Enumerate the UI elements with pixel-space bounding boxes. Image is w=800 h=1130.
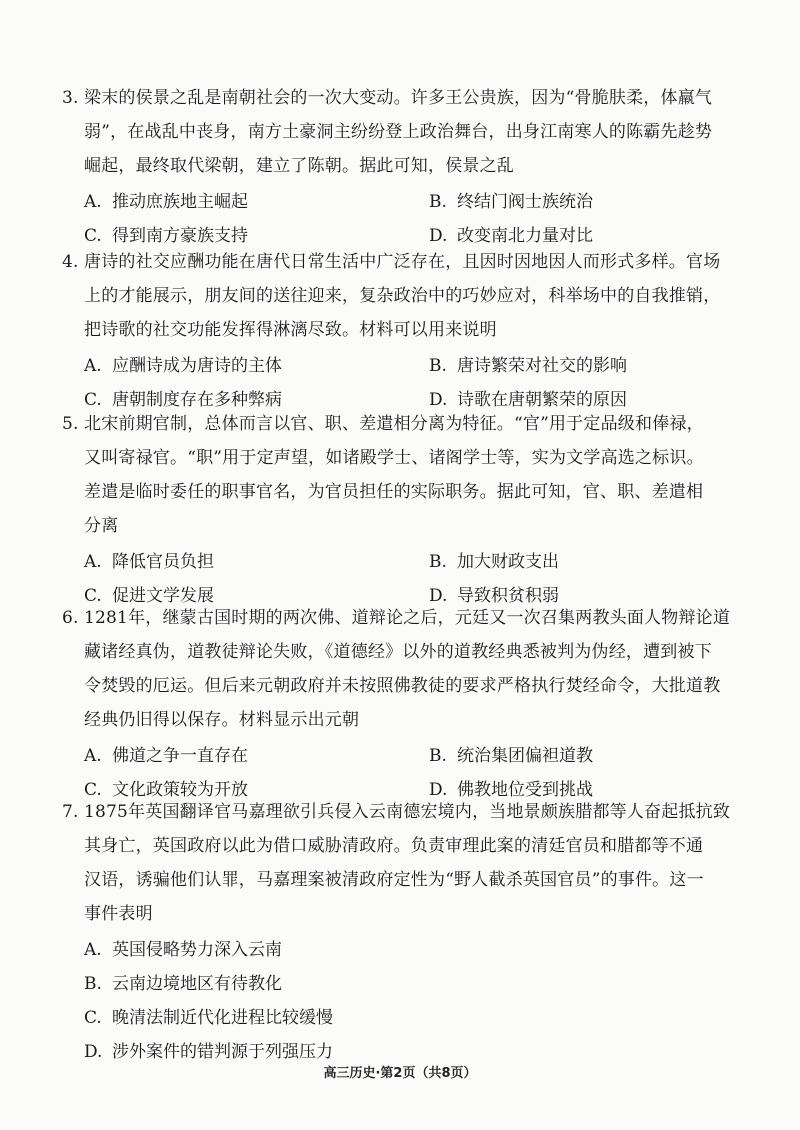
option-letter: B. <box>429 746 447 766</box>
option-a[interactable] <box>62 933 282 967</box>
question-number: 4. <box>62 252 79 272</box>
option-a[interactable] <box>62 545 407 579</box>
option-letter: A. <box>84 746 102 766</box>
option-text: 唐朝制度存在多种弊病 <box>112 390 282 410</box>
option-letter: C. <box>84 780 102 800</box>
option-text: 佛道之争一直存在 <box>112 746 248 766</box>
question-7-stem <box>62 795 752 931</box>
option-letter: C. <box>84 1008 102 1028</box>
option-b[interactable] <box>407 545 752 579</box>
question-4-stem <box>62 245 752 347</box>
option-text: 涉外案件的错判源于列强压力 <box>112 1042 333 1062</box>
option-letter: C. <box>84 226 102 246</box>
option-letter: B. <box>429 356 447 376</box>
question-5 <box>62 407 752 613</box>
option-text: 改变南北力量对比 <box>457 226 593 246</box>
question-7 <box>62 795 752 1069</box>
option-b[interactable] <box>407 739 752 773</box>
option-letter: A. <box>84 940 102 960</box>
option-text: 推动庶族地主崛起 <box>112 192 248 212</box>
option-text: 终结门阀士族统治 <box>457 192 593 212</box>
question-3-options <box>62 185 752 253</box>
stem-line: 差遣是临时委任的职事官名，为官员担任的实际职务。据此可知，官、职、差遣相 <box>84 482 704 502</box>
option-text: 导致积贫积弱 <box>457 586 559 606</box>
stem-line: 把诗歌的社交功能发挥得淋漓尽致。材料可以用来说明 <box>84 320 497 340</box>
stem-line: 又叫寄禄官。“职”用于定声望，如诸殿学士、诸阁学士等，实为文学高选之标识。 <box>84 448 704 468</box>
option-letter: D. <box>429 390 448 410</box>
option-text: 英国侵略势力深入云南 <box>112 940 282 960</box>
stem-line: 崛起，最终取代梁朝，建立了陈朝。据此可知，侯景之乱 <box>84 156 514 176</box>
option-letter: B. <box>429 192 447 212</box>
option-a[interactable] <box>62 185 407 219</box>
stem-line: 弱”，在战乱中丧身，南方土豪洞主纷纷登上政治舞台，出身江南寒人的陈霸先趁势 <box>84 122 713 142</box>
option-letter: B. <box>84 974 102 994</box>
stem-line: 梁末的侯景之乱是南朝社会的一次大变动。许多王公贵族，因为“骨脆肤柔，体羸气 <box>84 88 713 108</box>
option-letter: C. <box>84 586 102 606</box>
option-letter: B. <box>429 552 447 572</box>
option-text: 应酬诗成为唐诗的主体 <box>112 356 282 376</box>
stem-line: 上的才能展示，朋友间的送往迎来，复杂政治中的巧妙应对，科举场中的自我推销， <box>84 286 721 306</box>
option-text: 佛教地位受到挑战 <box>457 780 593 800</box>
question-number: 3. <box>62 88 79 108</box>
stem-line: 1281年，继蒙古国时期的两次佛、道辩论之后，元廷又一次召集两教头面人物辩论道 <box>84 608 731 628</box>
option-text: 文化政策较为开放 <box>112 780 248 800</box>
stem-line: 1875年英国翻译官马嘉理欲引兵侵入云南德宏境内，当地景颇族腊都等人奋起抵抗致 <box>84 802 731 822</box>
option-letter: D. <box>429 780 448 800</box>
option-b[interactable] <box>407 185 752 219</box>
question-6 <box>62 601 752 807</box>
option-letter: A. <box>84 552 102 572</box>
option-b[interactable] <box>62 967 282 1001</box>
option-a[interactable] <box>62 349 407 383</box>
option-text: 促进文学发展 <box>112 586 214 606</box>
stem-line: 分离 <box>84 516 119 536</box>
option-text: 得到南方豪族支持 <box>112 226 248 246</box>
option-letter: D. <box>429 586 448 606</box>
option-text: 云南边境地区有待教化 <box>112 974 282 994</box>
option-text: 唐诗繁荣对社交的影响 <box>457 356 627 376</box>
option-text: 降低官员负担 <box>112 552 214 572</box>
question-7-options <box>62 933 752 1069</box>
option-text: 诗歌在唐朝繁荣的原因 <box>457 390 627 410</box>
option-letter: A. <box>84 192 102 212</box>
question-4 <box>62 245 752 417</box>
option-b[interactable] <box>407 349 752 383</box>
stem-line: 藏诸经真伪，道教徒辩论失败，《道德经》以外的道教经典悉被判为伪经，遭到被下 <box>84 642 712 662</box>
option-letter: C. <box>84 390 102 410</box>
question-3-stem <box>62 81 752 183</box>
question-6-stem <box>62 601 752 737</box>
question-number: 7. <box>62 802 79 822</box>
page-footer: 高三历史·第2页（共8页） <box>323 1066 477 1081</box>
option-letter: D. <box>429 226 448 246</box>
stem-line: 令焚毁的厄运。但后来元朝政府并未按照佛教徒的要求严格执行焚经命令，大批道教 <box>84 676 721 696</box>
option-a[interactable] <box>62 739 407 773</box>
option-c[interactable] <box>62 1001 333 1035</box>
stem-line: 其身亡，英国政府以此为借口威胁清政府。负责审理此案的清廷官员和腊都等不通 <box>84 836 704 856</box>
stem-line: 经典仍旧得以保存。材料显示出元朝 <box>84 710 360 730</box>
stem-line: 北宋前期官制，总体而言以官、职、差遣相分离为特征。“官”用于定品级和俸禄， <box>84 414 704 434</box>
option-text: 统治集团偏袒道教 <box>457 746 593 766</box>
stem-line: 汉语，诱骗他们认罪，马嘉理案被清政府定性为“野人截杀英国官员”的事件。这一 <box>84 870 704 890</box>
option-text: 加大财政支出 <box>457 552 559 572</box>
option-letter: D. <box>84 1042 103 1062</box>
stem-line: 唐诗的社交应酬功能在唐代日常生活中广泛存在，且因时因地因人而形式多样。官场 <box>84 252 721 272</box>
question-3 <box>62 81 752 253</box>
option-letter: A. <box>84 356 102 376</box>
option-text: 晚清法制近代化进程比较缓慢 <box>112 1008 333 1028</box>
stem-line: 事件表明 <box>84 904 153 924</box>
question-number: 5. <box>62 414 79 434</box>
question-number: 6. <box>62 608 79 628</box>
question-5-stem <box>62 407 752 543</box>
